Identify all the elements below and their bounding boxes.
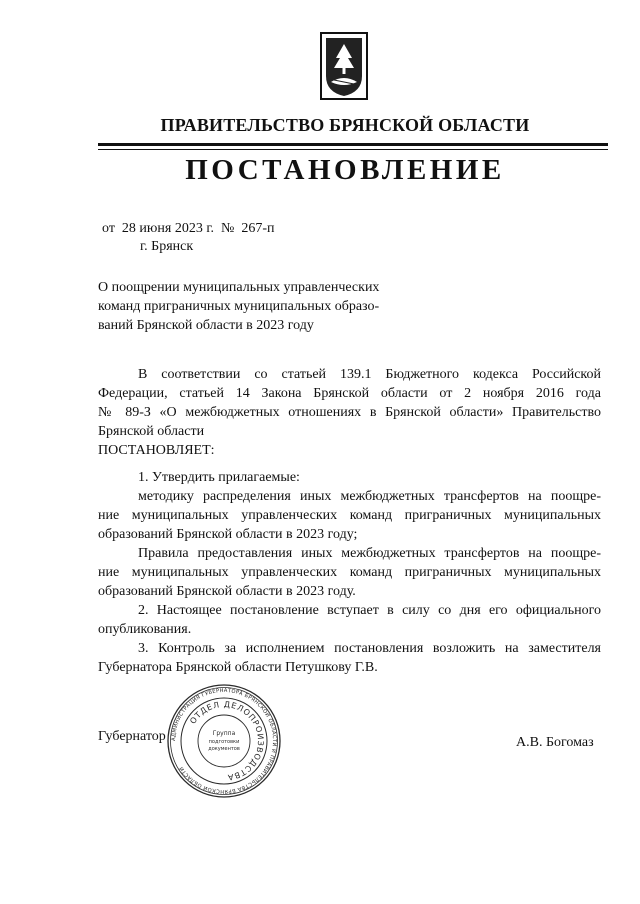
preamble-line: Брянской области	[98, 424, 205, 439]
official-round-stamp-icon	[166, 683, 282, 799]
item-3-line: Губернатора Брянской области Петушкову Г.В.	[98, 660, 378, 675]
stamp-center-line: подготовки	[208, 739, 240, 745]
stamp-center-line: Группа	[212, 730, 236, 737]
preamble-line: В соответствии со статьей 139.1 Бюджетного кодекса Российской	[138, 367, 601, 382]
city-line: г. Брянск	[140, 239, 194, 254]
item-2-line: опубликования.	[98, 622, 192, 637]
signatory-name: А.В. Богомаз	[516, 735, 594, 750]
subject-line: О поощрении муниципальных управленческих	[98, 280, 380, 295]
preamble-line: № 89-З «О межбюджетных отношениях в Брянской области» Правительство	[98, 405, 601, 420]
bryansk-coat-of-arms-icon	[318, 30, 370, 102]
stamp-inner-text: ОТДЕЛ ДЕЛОПРОИЗВОДСТВА	[188, 699, 266, 782]
preamble-line: Федерации, статьей 14 Закона Брянской области от 2 ноября 2016 года	[98, 386, 601, 401]
stamp-center-line: документов	[208, 746, 240, 752]
stamp-outer-text: АДМИНИСТРАЦИЯ ГУБЕРНАТОРА БРЯНСКОЙ ОБЛАСТИ И ПРАВИТЕЛЬСТВА БРЯНСКОЙ ОБЛАСТИ	[170, 687, 278, 795]
document-type-title: ПОСТАНОВЛЕНИЕ	[185, 154, 505, 186]
header-rule-thick	[98, 143, 608, 146]
postanovlyaet-word: ПОСТАНОВЛЯЕТ:	[98, 443, 215, 458]
header-rule-thin	[98, 149, 608, 150]
item-1b-line: Правила предоставления иных межбюджетных трансфертов на поощре-	[138, 546, 601, 561]
item-1a-line: ние муниципальных управленческих команд приграничных муниципальных	[98, 508, 601, 523]
signatory-position: Губернатор	[98, 729, 166, 744]
item-2-line: 2. Настоящее постановление вступает в силу со дня его официального	[138, 603, 601, 618]
document-subject	[98, 278, 418, 335]
item-3-line: 3. Контроль за исполнением постановления возложить на заместителя	[138, 641, 601, 656]
date-number-line: от 28 июня 2023 г. № 267-п	[102, 221, 275, 236]
item-1a-line: методику распределения иных межбюджетных трансфертов на поощре-	[138, 489, 601, 504]
item-1b-line: образований Брянской области в 2023 году.	[98, 584, 356, 599]
subject-line: команд приграничных муниципальных образо-	[98, 299, 380, 314]
item-1a-line: образований Брянской области в 2023 году;	[98, 527, 358, 542]
document-body	[98, 365, 601, 677]
subject-line: ваний Брянской области в 2023 году	[98, 318, 314, 333]
government-title: ПРАВИТЕЛЬСТВО БРЯНСКОЙ ОБЛАСТИ	[160, 115, 530, 135]
item-1b-line: ние муниципальных управленческих команд приграничных муниципальных	[98, 565, 601, 580]
item-1-title: 1. Утвердить прилагаемые:	[138, 470, 300, 485]
